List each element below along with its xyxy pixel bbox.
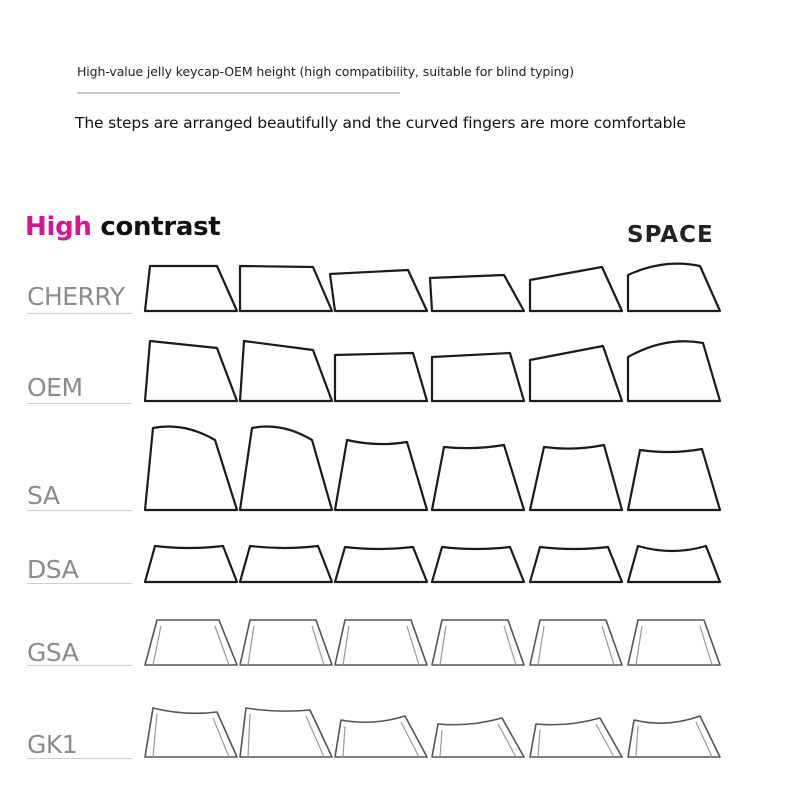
keycap-sidewall-gsa-1 — [153, 626, 229, 665]
keycap-sa-2 — [240, 427, 332, 511]
keycap-gk1-2 — [240, 708, 332, 757]
keycap-sa-6 — [628, 449, 720, 510]
profile-label-oem: OEM — [27, 373, 83, 402]
profile-label-gsa: GSA — [27, 638, 79, 667]
profile-label-sa: SA — [27, 481, 60, 510]
keycap-gk1-6 — [628, 716, 720, 757]
keycap-sidewall-gsa-4 — [440, 626, 516, 665]
keycap-sidewall-gsa-3 — [343, 626, 419, 665]
keycap-sidewall-gsa-2 — [248, 626, 324, 665]
profile-label-dsa: DSA — [27, 555, 79, 584]
keycap-gsa-1 — [145, 620, 237, 665]
profile-row-gk1 — [145, 708, 720, 757]
profile-row-sa — [145, 427, 720, 511]
profile-row-cherry — [145, 264, 720, 311]
keycap-sidewall-gk1-5 — [538, 724, 614, 757]
keycap-dsa-2 — [240, 546, 332, 582]
keycap-dsa-4 — [432, 547, 524, 582]
caption-compatibility: High-value jelly keycap-OEM height (high compatibility, suitable for blind typing) — [77, 64, 575, 79]
keycap-sa-3 — [335, 440, 427, 510]
keycap-cherry-4 — [430, 275, 524, 311]
heading-rest: contrast — [91, 212, 221, 242]
keycap-gk1-3 — [335, 716, 427, 757]
keycap-cherry-5 — [530, 267, 622, 311]
keycap-gk1-5 — [530, 718, 622, 757]
profile-row-gsa — [145, 620, 720, 665]
keycap-dsa-5 — [530, 547, 622, 582]
keycap-oem-5 — [530, 346, 622, 401]
keycap-sa-5 — [530, 445, 622, 510]
keycap-sidewall-gsa-6 — [636, 626, 712, 665]
keycap-sidewall-gk1-2 — [248, 714, 324, 757]
profile-row-dsa — [145, 546, 720, 582]
keycap-oem-4 — [432, 353, 524, 401]
keycap-sidewall-gk1-3 — [343, 722, 419, 757]
space-column-label: SPACE — [627, 222, 714, 248]
keycap-dsa-6 — [628, 546, 720, 582]
keycap-cherry-3 — [330, 270, 427, 311]
keycap-gk1-1 — [145, 708, 237, 757]
keycap-dsa-1 — [145, 546, 237, 582]
profile-label-cherry: CHERRY — [27, 282, 125, 311]
keycap-sidewall-gk1-1 — [153, 714, 229, 757]
keycap-cherry-6 — [628, 264, 720, 311]
keycap-cherry-2 — [240, 266, 332, 311]
keycap-sa-1 — [145, 427, 237, 511]
keycap-oem-3 — [335, 353, 427, 401]
profile-label-gk1: GK1 — [27, 730, 78, 759]
caption-comfort: The steps are arranged beautifully and the curved fingers are more comfortable — [75, 114, 686, 132]
keycap-sa-4 — [432, 445, 524, 510]
keycap-dsa-3 — [335, 547, 427, 582]
heading-accent-word: High — [25, 212, 92, 242]
profile-row-oem — [145, 341, 720, 401]
keycap-sidewall-gk1-6 — [636, 722, 712, 757]
keycap-sidewall-gk1-4 — [440, 724, 516, 757]
keycap-oem-6 — [628, 341, 720, 401]
keycap-sidewall-gsa-5 — [538, 626, 614, 665]
keycap-oem-1 — [145, 341, 237, 401]
keycap-oem-2 — [240, 341, 332, 401]
keycap-gk1-4 — [432, 718, 524, 757]
keycap-cherry-1 — [145, 266, 237, 311]
